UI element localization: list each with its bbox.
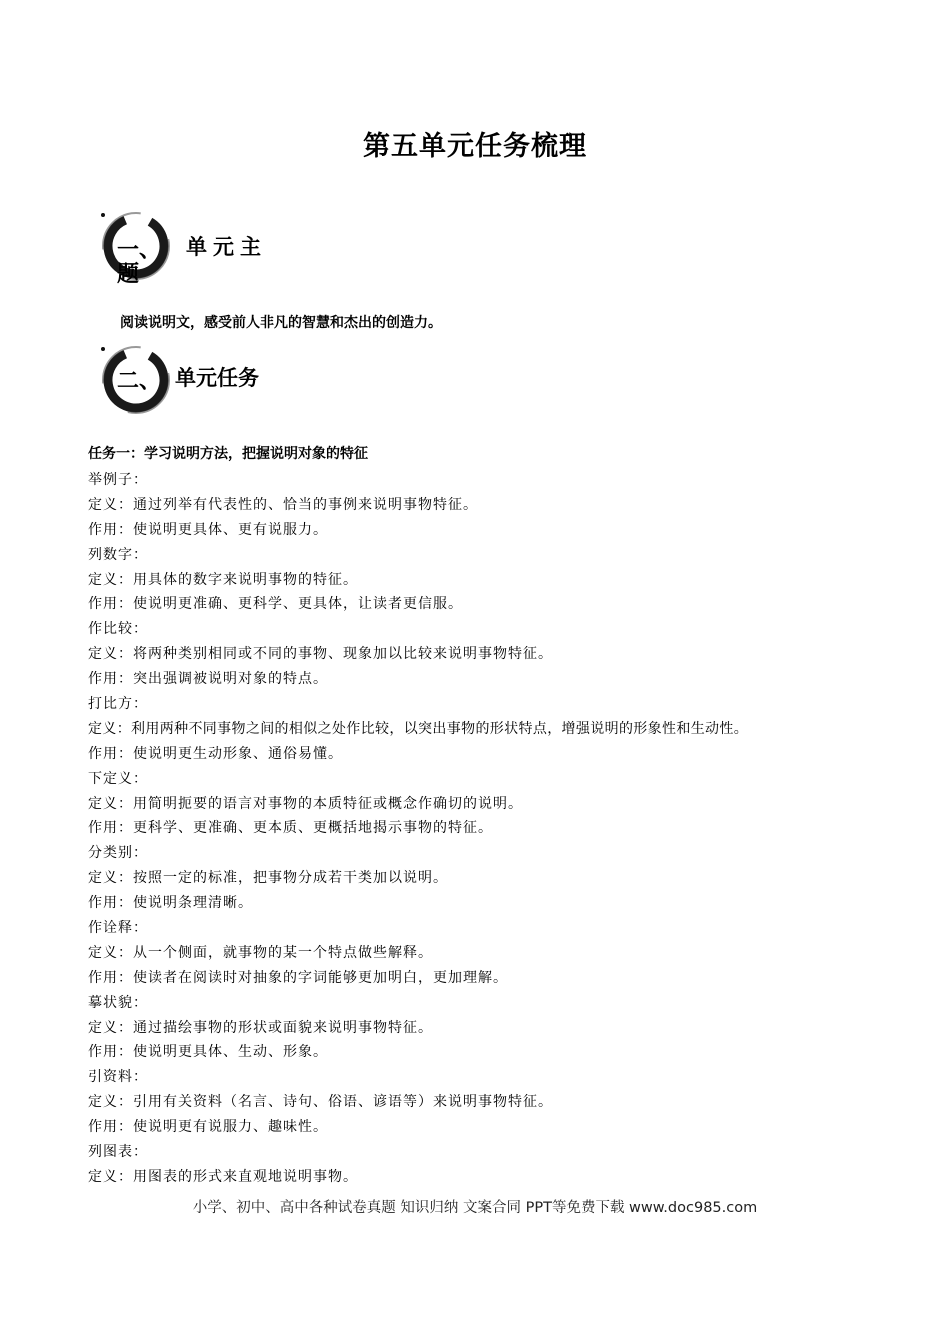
content-line: 举例子：	[88, 472, 148, 488]
content-line: 摹状貌：	[88, 994, 148, 1011]
content-line: 作用：使说明更生动形象、通俗易懂。	[88, 745, 343, 762]
section-2-number: 二、	[117, 369, 162, 394]
content-line: 作用：使说明更具体、生动、形象。	[88, 1044, 328, 1061]
content-line: 作用：使读者在阅读时对抽象的字词能够更加明白，更加理解。	[88, 969, 508, 986]
content-line: 定义：通过描绘事物的形状或面貌来说明事物特征。	[88, 1019, 433, 1036]
content-line: 定义：从一个侧面，就事物的某一个特点做些解释。	[88, 944, 433, 961]
content-line: 引资料：	[88, 1069, 148, 1086]
content-line: 作用：使说明更具体、更有说服力。	[88, 521, 328, 538]
content-line: 作比较：	[88, 621, 148, 638]
content-line: 定义：将两种类别相同或不同的事物、现象加以比较来说明事物特征。	[88, 646, 553, 663]
content-line: 定义：用图表的形式来直观地说明事物。	[88, 1168, 358, 1185]
section-1-number: 一、	[117, 238, 162, 263]
content-line: 作用：更科学、更准确、更本质、更概括地揭示事物的特征。	[88, 820, 493, 837]
task-1-content	[88, 468, 888, 1190]
content-line: 作诠释：	[88, 920, 148, 937]
page-title: 第五单元任务梳理	[363, 131, 587, 162]
content-line: 作用：使说明更准确、更科学、更具体，让读者更信服。	[88, 596, 463, 613]
content-line: 定义：用具体的数字来说明事物的特征。	[88, 571, 358, 588]
content-line: 定义：用简明扼要的语言对事物的本质特征或概念作确切的说明。	[88, 795, 523, 812]
content-line: 作用：使说明更有说服力、趣味性。	[88, 1119, 328, 1136]
content-line: 定义：引用有关资料（名言、诗句、俗语、谚语等）来说明事物特征。	[88, 1094, 553, 1111]
content-line: 定义：通过列举有代表性的、恰当的事例来说明事物特征。	[88, 496, 478, 513]
content-line: 作用：突出强调被说明对象的特点。	[88, 671, 328, 688]
content-line: 定义：按照一定的标准，把事物分成若干类加以说明。	[88, 870, 448, 887]
page-footer: 小学、初中、高中各种试卷真题 知识归纳 文案合同 PPT等免费下载 www.doc985.com	[192, 1200, 758, 1216]
section-1-number-overflow: 题	[117, 262, 140, 287]
content-line: 下定义：	[88, 770, 148, 787]
content-line: 列图表：	[88, 1144, 148, 1161]
content-line: 分类别：	[88, 845, 148, 862]
task-1-heading: 任务一：学习说明方法，把握说明对象的特征	[88, 446, 368, 462]
content-line: 打比方：	[88, 696, 148, 713]
section-1-title: 单元主	[186, 235, 267, 259]
content-line: 定义：利用两种不同事物之间的相似之处作比较，以突出事物的形状特点，增强说明的形象性和生动性。	[88, 720, 749, 737]
content-line: 作用：使说明条理清晰。	[88, 895, 253, 912]
content-line: 列数字：	[88, 546, 148, 563]
unit-theme-text: 阅读说明文，感受前人非凡的智慧和杰出的创造力。	[120, 315, 442, 331]
section-2-title: 单元任务	[175, 366, 259, 390]
